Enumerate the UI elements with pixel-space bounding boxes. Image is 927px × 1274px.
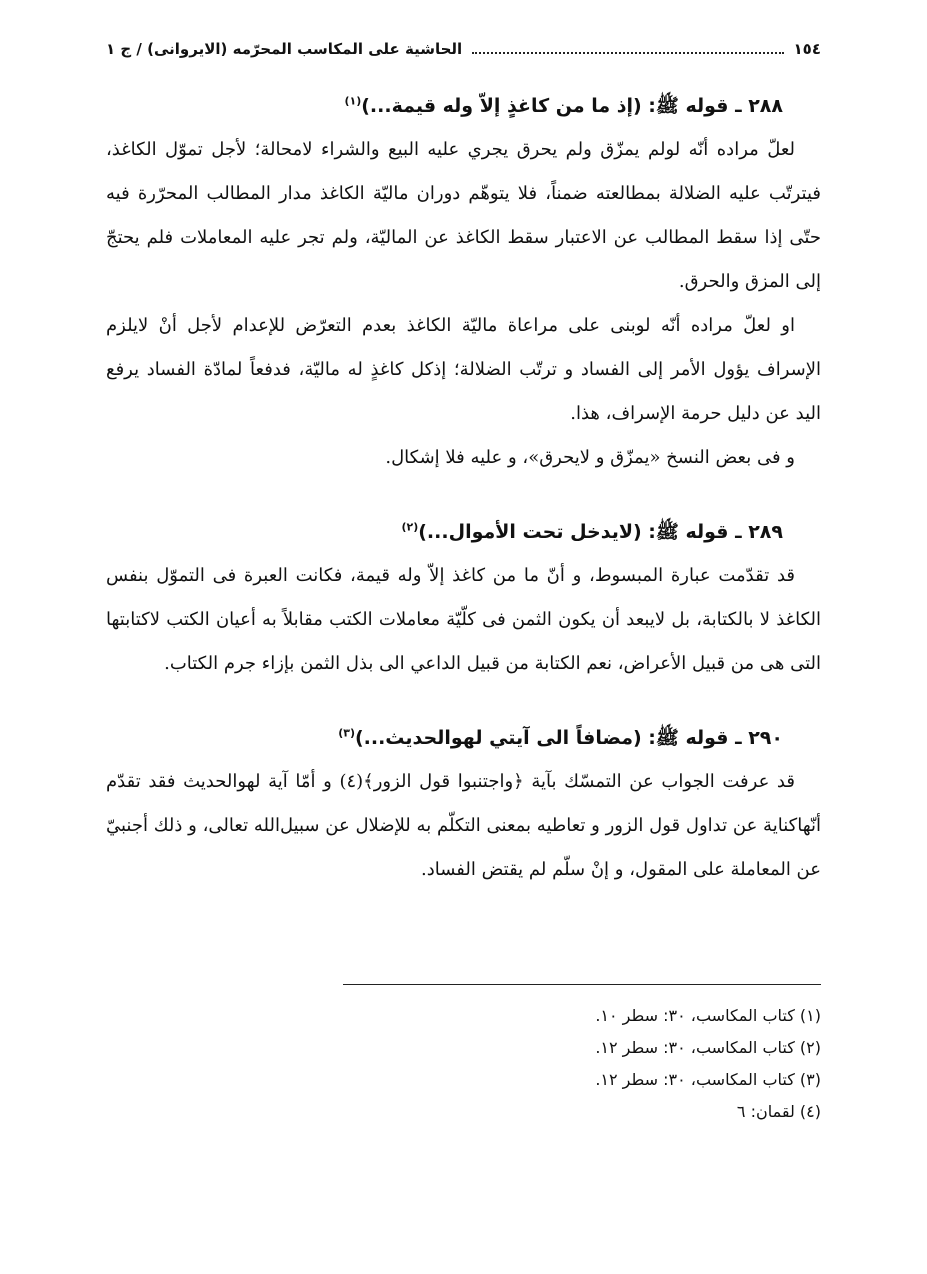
running-header [106,34,821,64]
footnote: (١) كتاب المكاسب، ٣٠: سطر ١٠. [595,1006,821,1025]
footnote-marker: (٣) [338,726,355,740]
footnote: (٤) لقمان: ٦ [736,1102,821,1121]
footnote-separator [343,984,821,985]
main-text [106,84,821,892]
paragraph: و فى بعض النسخ «يمزّق و لايحرق»، و عليه فلا إشكال. [385,447,795,468]
paragraph: او لعلّ مراده أنّه لوبنى على مراعاة ماليّة الكاغذ بعدم التعرّض للإعدام لأجل أنْ لايلزم الإسراف يؤول الأمر إلى الفساد و ترتّب الضلالة؛ إذكل كاغذٍ له ماليّة، فدفعاً لمادّة الفساد يرفع اليد عن دليل حرمة الإسراف، هذا. [106,315,821,424]
footnotes [106,1000,821,1128]
section-heading: ٢٩٠ ـ قوله ﷺ: (مضافاً الى آيتي لهوالحديث...)$^{(٣)}$ [338,726,783,749]
book-title: الحاشية على المكاسب المحرّمه (الايروانى) / ج ١ [106,40,463,58]
paragraph: قد تقدّمت عبارة المبسوط، و أنّ ما من كاغذ إلاّ وله قيمة، فكانت العبرة فى التموّل بنفس الكاغذ لا بالكتابة، بل لايبعد أن يكون الثمن فى كلّيّة معاملات الكتب مقابلاً به أعيان الكتب لاكتابتها التى هى من قبيل الأعراض، نعم الكتابة من قبيل الداعي الى بذل الثمن بإزاء جرم الكتاب. [106,565,821,674]
header-dot-leader [472,52,783,54]
paragraph: قد عرفت الجواب عن التمسّك بآية ﴿واجتنبوا قول الزور﴾(٤) و أمّا آية لهوالحديث فقد تقدّم أنّهاكناية عن تداول قول الزور و تعاطيه بمعنى التكلّم به للإضلال عن سبيل‌الله تعالى، و ذلك أجنبيّ عن المعاملة على المقول، و إنْ سلّم لم يقتض الفساد. [106,771,821,880]
page-number: ١٥٤ [793,40,821,58]
footnote: (٢) كتاب المكاسب، ٣٠: سطر ١٢. [595,1038,821,1057]
commentary-section [106,84,821,480]
footnote: (٣) كتاب المكاسب، ٣٠: سطر ١٢. [595,1070,821,1089]
commentary-section [106,510,821,686]
footnote-marker: (١) [344,94,362,108]
commentary-section [106,716,821,892]
section-heading: ٢٨٨ ـ قوله ﷺ: (إذ ما من كاغذٍ إلاّ وله قيمة...)$^{(١)}$ [344,94,783,117]
footnote-marker: (٢) [401,520,419,534]
section-heading: ٢٨٩ ـ قوله ﷺ: (لايدخل تحت الأموال...)$^{(٢)}$ [401,520,783,543]
paragraph: لعلّ مراده أنّه لولم يمزّق ولم يحرق يجري عليه البيع والشراء لامحالة؛ لأجل تموّل الكاغذ، فيترتّب عليه الضلالة بمطالعته ضمناً، فلا يتوهّم دوران ماليّة الكاغذ مدار المطالب المحرّرة فيه حتّى إذا سقط المطالب عن الاعتبار سقط الكاغذ عن الماليّة، ولم تجر عليه المعاملات فلم يحتجّ إلى المزق والحرق. [106,139,821,292]
